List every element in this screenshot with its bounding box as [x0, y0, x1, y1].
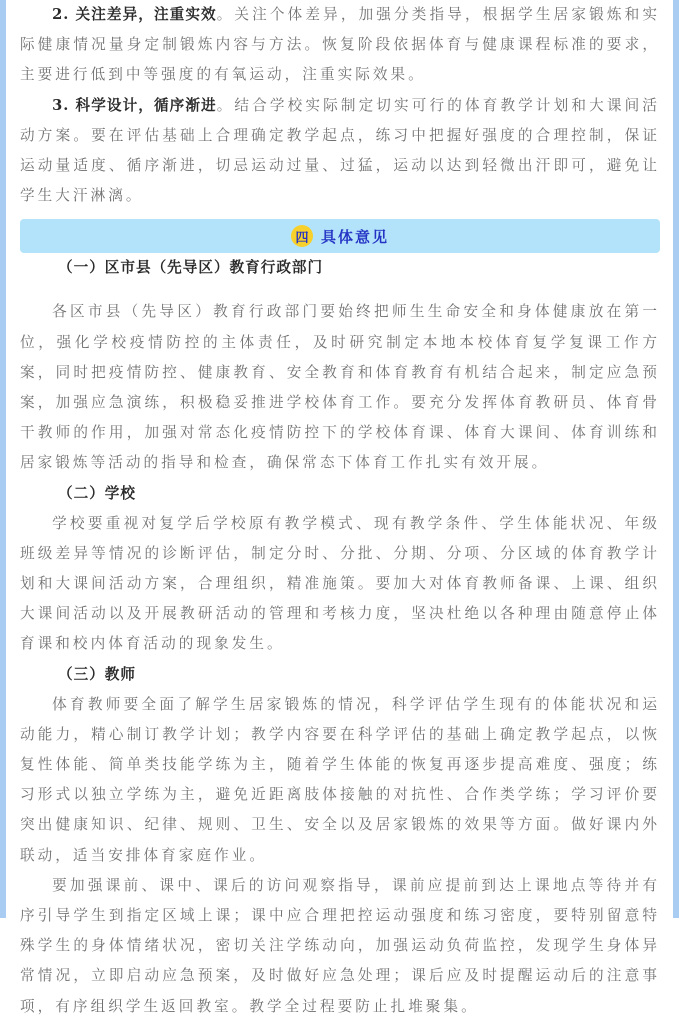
subsection-paragraph: 体育教师要全面了解学生居家锻炼的情况，科学评估学生现有的体能状况和运动能力，精心制订教学计划；教学内容要在科学评估的基础上确定教学起点，以恢复性体能、简单类技能学练为主，随着学生体能的恢复再逐步提高难度、强度；练习形式以独立学练为主，避免近距离肢体接触的对抗性、合作类学练；学习评价要突出健康知识、纪律、规则、卫生、安全以及居家锻炼的效果等方面。做好课内外联动，适当安排体育家庭作业。: [20, 695, 660, 864]
subsection-heading-education-dept: （一）区市县（先导区）教育行政部门: [58, 259, 324, 277]
spacer: [20, 283, 660, 297]
section-title: 具体意见: [320, 227, 389, 246]
principle-lead: 3. 科学设计，循序渐进: [52, 96, 217, 114]
section-number-badge: 四: [291, 225, 313, 247]
section-banner: [20, 219, 660, 253]
principle-lead: 2. 关注差异，注重实效: [52, 6, 217, 23]
left-border-strip: [0, 0, 6, 918]
subsection-paragraph: 各区市县（先导区）教育行政部门要始终把师生生命安全和身体健康放在第一位，强化学校疫情防控的主体责任，及时研究制定本地本校体育复学复课工作方案，同时把疫情防控、健康教育、安全教育和体育教育有机结合起来，制定应急预案，加强应急演练，积极稳妥推进学校体育工作。要充分发挥体育教研员、体育骨干教师的作用，加强对常态化疫情防控下的学校体育课、体育大课间、体育训练和居家锻炼等活动的指导和检查，确保常态下体育工作扎实有效开展。: [20, 303, 660, 472]
article-body: [20, 0, 660, 1022]
principle-text: 。结合学校实际制定切实可行的体育教学计划和大课间活动方案。要在评估基础上合理确定教学起点，练习中把握好强度的合理控制，保证运动量适度、循序渐进，切忌运动过量、过猛，运动以达到轻微出汗即可，避免让学生大汗淋漓。: [20, 96, 660, 205]
subsection-heading-teacher: （三）教师: [58, 665, 136, 683]
subsection-paragraph: 学校要重视对复学后学校原有教学模式、现有教学条件、学生体能状况、年级班级差异等情况的诊断评估，制定分时、分批、分期、分项、分区域的体育教学计划和大课间活动方案，合理组织，精准施策。要加大对体育教师备课、上课、组织大课间活动以及开展教研活动的管理和考核力度，坚决杜绝以各种理由随意停止体育课和校内体育活动的现象发生。: [20, 514, 660, 653]
principle-paragraph-3: [20, 91, 660, 212]
principle-paragraph-2: [20, 0, 660, 91]
principle-text: 。关注个体差异，加强分类指导，根据学生居家锻炼和实际健康情况量身定制锻炼内容与方法。恢复阶段依据体育与健康课程标准的要求，主要进行低到中等强度的有氧运动，注重实际效果。: [20, 6, 660, 84]
subsection-paragraph: 要加强课前、课中、课后的访问观察指导，课前应提前到达上课地点等待并有序引导学生到指定区域上课；课中应合理把控运动强度和练习密度，要特别留意特殊学生的身体情绪状况，密切关注学练动向，加强运动负荷监控，发现学生身体异常情况，立即启动应急预案，及时做好应急处理；课后应及时提醒运动后的注意事项，有序组织学生返回教室。教学全过程要防止扎堆聚集。: [20, 876, 660, 1015]
subsection-heading-school: （二）学校: [58, 484, 136, 502]
right-border-strip: [673, 0, 679, 918]
